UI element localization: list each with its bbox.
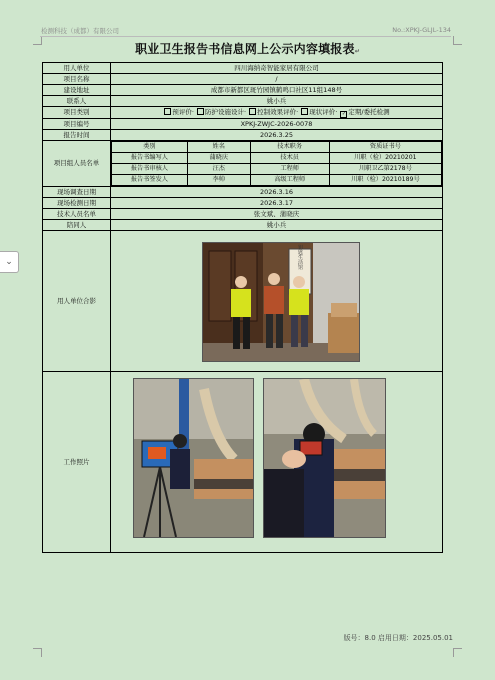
header-divider xyxy=(40,36,451,37)
member-title[interactable]: 高级工程师 xyxy=(250,174,329,185)
checkbox-checked-icon: ✓ xyxy=(341,110,347,117)
report-date-label: 报告时间 xyxy=(43,129,111,140)
crop-mark-bottom-right xyxy=(453,648,462,657)
work-photo-2-image xyxy=(264,379,385,537)
work-photo-2[interactable] xyxy=(263,378,386,538)
member-cert[interactable]: 川职（检）20210189号 xyxy=(329,174,441,185)
category-option[interactable]: 预评价 xyxy=(163,108,192,116)
member-title[interactable]: 技术员 xyxy=(250,152,329,163)
members-header: 姓名 xyxy=(187,141,250,152)
table-row xyxy=(112,152,442,163)
group-photo[interactable] xyxy=(202,242,360,362)
escort-label: 陪同人 xyxy=(43,219,111,230)
chevron-down-icon: ⌄ xyxy=(5,257,13,267)
project-name-value[interactable]: / xyxy=(111,74,443,85)
employer-value[interactable]: 四川海纳奇智能家居有限公司 xyxy=(111,63,443,74)
project-name-label: 项目名称 xyxy=(43,74,111,85)
members-header: 资质证书号 xyxy=(329,141,441,152)
member-cert[interactable]: 川职卫乙第2178号 xyxy=(329,163,441,174)
category-label: 项目类别 xyxy=(43,107,111,119)
members-table xyxy=(111,141,442,186)
member-role: 报告书审核人 xyxy=(112,163,188,174)
member-name[interactable]: 汪杰 xyxy=(187,163,250,174)
member-name[interactable]: 蒲晓庆 xyxy=(187,152,250,163)
checkbox-icon xyxy=(197,108,204,115)
table-row xyxy=(112,174,442,185)
members-header: 技术职务 xyxy=(250,141,329,152)
work-photo-cell xyxy=(111,371,443,552)
survey-date-value[interactable]: 2026.3.16 xyxy=(111,186,443,197)
checkbox-icon xyxy=(164,108,171,115)
category-option[interactable]: ✓ 定期/委托检测 xyxy=(341,108,390,117)
category-option[interactable]: 防护设施设计 xyxy=(196,108,244,116)
address-label: 建设地址 xyxy=(43,85,111,96)
member-role: 报告书编写人 xyxy=(112,152,188,163)
member-role: 报告书签发人 xyxy=(112,174,188,185)
category-option[interactable]: 控制效果评价 xyxy=(248,108,296,116)
footer-version: 版号：8.0 启用日期：2025.05.01 xyxy=(343,634,453,642)
survey-date-label: 现场调查日期 xyxy=(43,186,111,197)
category-options: 预评价· 防护设施设计· 控制效果评价· 现状评价· ✓ 定期/委托检测 xyxy=(111,107,443,119)
project-no-label: 项目编号 xyxy=(43,118,111,129)
group-photo-label: 用人单位合影 xyxy=(43,230,111,371)
members-cell xyxy=(111,140,443,186)
member-cert[interactable]: 川职（检）20210201 xyxy=(329,152,441,163)
address-value[interactable]: 成都市新都区斑竹园镇鹤鸣口社区11组148号 xyxy=(111,85,443,96)
shop-sign-text: 钥匙生活馆 xyxy=(297,244,303,269)
work-photo-1-image xyxy=(134,379,253,537)
group-photo-image xyxy=(203,243,359,361)
header-doc-no: No.:XPKJ-GLJL-134 xyxy=(392,26,451,34)
expand-panel-button[interactable] xyxy=(0,251,19,273)
contact-label: 联系人 xyxy=(43,96,111,107)
group-photo-cell xyxy=(111,230,443,371)
member-name[interactable]: 李帅 xyxy=(187,174,250,185)
sampling-date-label: 现场检测日期 xyxy=(43,197,111,208)
checkbox-icon xyxy=(249,108,256,115)
report-date-value[interactable]: 2026.3.25 xyxy=(111,129,443,140)
tech-staff-label: 技术人员名单 xyxy=(43,208,111,219)
work-photo-1[interactable] xyxy=(133,378,254,538)
members-label: 项目组人员名单 xyxy=(43,140,111,186)
members-header: 类别 xyxy=(112,141,188,152)
checkbox-icon xyxy=(301,108,308,115)
member-title[interactable]: 工程师 xyxy=(250,163,329,174)
work-photo-label: 工作照片 xyxy=(43,371,111,552)
project-no-value[interactable]: XPKJ-ZWJC-2026-0078 xyxy=(111,118,443,129)
tech-staff-value[interactable]: 张文斌、蒲晓庆 xyxy=(111,208,443,219)
escort-value[interactable]: 姚小兵 xyxy=(111,219,443,230)
header-company: 检测科技（成都）有限公司 xyxy=(41,27,119,35)
crop-mark-bottom-left xyxy=(33,648,42,657)
page-title: 职业卫生报告书信息网上公示内容填报表↵ xyxy=(135,42,360,56)
table-row xyxy=(112,163,442,174)
sampling-date-value[interactable]: 2026.3.17 xyxy=(111,197,443,208)
disclosure-form-table xyxy=(42,62,443,553)
category-option[interactable]: 现状评价 xyxy=(300,108,335,116)
members-header-row xyxy=(112,141,442,152)
employer-label: 用人单位 xyxy=(43,63,111,74)
contact-value[interactable]: 姚小兵 xyxy=(111,96,443,107)
